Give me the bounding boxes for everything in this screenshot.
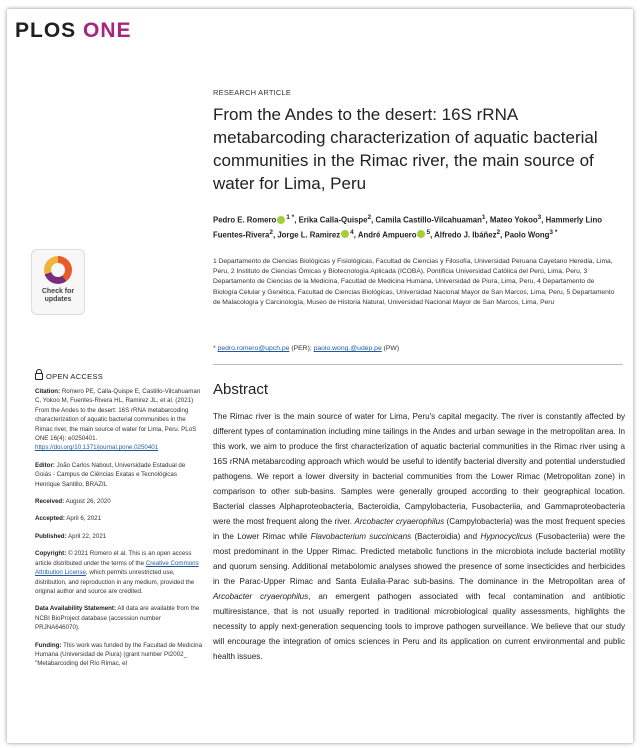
author-name[interactable]: André Ampuero	[357, 230, 417, 240]
citation-label: Citation:	[35, 388, 61, 395]
funding-label: Funding:	[35, 641, 62, 649]
species-name: Arcobacter cryaerophilus	[354, 517, 445, 526]
abstract-part: (Campylobacteria) was the most frequent species in the Lower Rimac while	[213, 517, 625, 541]
open-lock-icon	[35, 373, 43, 380]
check-updates-icon	[44, 256, 72, 284]
data-availability-block	[35, 604, 203, 632]
doi-link[interactable]: https://doi.org/10.1371/journal.pone.0250401	[35, 444, 159, 452]
species-name: Flavobacterium succinicans	[310, 532, 412, 541]
data-availability-text: All data are available from the NCBI BioProject database (accession number PRJNA646070).	[35, 605, 200, 632]
author-name[interactable]: Erika Calla-Quispe	[298, 215, 368, 225]
article-page	[7, 9, 633, 743]
open-access-text: OPEN ACCESS	[46, 372, 104, 381]
abstract-part: , an emergent pathogen associated with fecal contamination and antibiotic multiresistance, that is not usually reported in traditional microbiological quality assessments, highlights the necessity to apply next-generation sequencing tools to improve pathogen surveillance. We believe that our study will encourage the integration of omics sciences in Peru and its application on current environmental and public health issues.	[213, 592, 625, 661]
article-type: RESEARCH ARTICLE	[213, 88, 292, 97]
funding-text: This work was funded by the Facultad de Medicina Humana (Universidad de Piura) (grant number PI2002_ "Metabarcoding del Río Rimac, el	[35, 641, 203, 668]
journal-name-plos: PLOS	[15, 19, 77, 42]
orcid-icon[interactable]	[341, 230, 349, 238]
editor-block	[35, 461, 203, 489]
author-name[interactable]: Paolo Wong	[504, 230, 550, 240]
journal-logo[interactable]	[15, 19, 132, 43]
email2-tag: (PW)	[381, 345, 400, 352]
author-affil-sup: 2	[269, 228, 273, 236]
email-prefix: *	[213, 345, 218, 352]
author-affil-sup: 5	[426, 228, 431, 236]
species-name: Hypnocyclicus	[480, 532, 533, 541]
author-name[interactable]: Alfredo J. Ibáñez	[434, 230, 497, 240]
author-name[interactable]: Jorge L. Ramirez	[277, 230, 341, 240]
copyright-label: Copyright:	[35, 550, 67, 558]
abstract-part: The Rimac river is the main source of water for Lima, Peru's capital megacity. The river is constantly affected by different types of contamination including mine tailings in the Andes and urban sewage in the metropolitan area. In this work, we aim to produce the first characterization of aquatic bacterial communities in the Rimac river using a 16S rRNA metabarcoding approach which would be useful to identify bacterial diversity and potential understudied pathogens. We report a lower diversity in bacterial communities from the Lower Rimac (Metropolitan zone) in comparison to other sub-basins. Samples were generally grouped according to their geographical location. Bacterial classes Alphaproteobacteria, Bacteroidia, Campylobacteria, Fusobacteriia, and Gammaproteobacteria were the most frequent along the river.	[213, 412, 625, 526]
author-name[interactable]: Camila Castillo-Vilcahuaman	[375, 215, 482, 225]
orcid-icon[interactable]	[277, 216, 285, 224]
abstract-heading: Abstract	[213, 381, 269, 398]
copyright-text: , which permits unrestricted use, distribution, and reproduction in any medium, provided the original author and source are credited.	[35, 569, 195, 595]
editor-label: Editor:	[35, 461, 55, 469]
copyright-text: © 2021 Romero et al. This is an open access article distributed under the terms of the	[35, 550, 192, 567]
editor-text: João Carlos Nabout, Universidade Estadual de Goiás - Campus de Ciências Exatas e Tecnológicas Henrique Santillo, BRAZIL	[35, 461, 186, 488]
abstract-part: (Bacteroidia) and	[411, 532, 481, 541]
sidebar-metadata	[35, 387, 203, 677]
badge-line: Check for	[41, 288, 75, 295]
accepted-block	[35, 514, 203, 523]
citation-block	[35, 387, 203, 453]
check-for-updates-badge[interactable]	[31, 249, 85, 315]
author-affil-sup: 2	[496, 228, 501, 236]
article-title: From the Andes to the desert: 16S rRNA metabarcoding characterization of aquatic bacterial communities in the Rimac river, the main source of water for Lima, Peru	[213, 105, 598, 193]
abstract-part: (Fusobacteriia) were the most predominant in the Upper Rimac. Predicted metabolic functions in the microbiota include bacterial motility and quorum sensing. Additional metabolomic analyses showed the presence of some insecticides and herbicides in the Parac-Upper Rimac and Santa Eulalia-Parac sub-basins. The dominance in the Metropolitan area of	[213, 532, 625, 586]
badge-line: updates	[44, 296, 72, 303]
email-link-romero[interactable]: pedro.romero@upch.pe	[217, 345, 290, 352]
author-affil-sup: 1 *	[286, 214, 295, 221]
check-updates-label	[32, 288, 84, 304]
published-text: April 22, 2021	[66, 532, 107, 540]
email1-tag: (PER);	[289, 345, 314, 352]
author-list: Pedro E. Romero $^{1 *}$, Erika Calla-Quispe$^2$, Camila Castillo-Vilcahuaman$^1$, Mateo Yokoo$^3$, Hammerly Lino Fuentes-Rivera$^2$, Jorge L. Ramirez $^4$, André Ampuero $^5$, Alfredo J. Ibáñez$^2$, Paolo Wong$^{3 *}$	[213, 214, 602, 240]
received-text: August 26, 2020	[64, 498, 111, 506]
divider	[213, 364, 623, 365]
license-link[interactable]: Creative Commons Attribution License	[35, 559, 199, 577]
corresponding-emails	[213, 345, 618, 352]
author-name[interactable]: Mateo Yokoo	[489, 215, 538, 225]
accepted-label: Accepted:	[35, 515, 65, 523]
affiliations: 1 Departamento de Ciencias Biológicas y Fisiológicas, Facultad de Ciencias y Filosofía, Universidad Peruana Cayetano Heredia, Lima, Peru, 2 Instituto de Ciencias Ómicas y Biotecnología Aplicada (ICOBA), Pontificia Universidad Católica del Perú, Lima, Peru, 3 Departamento de Ciencias de la Medicina, Facultad de Medicina Humana, Universidad de Piura, Lima, Peru, 4 Departamento de Biología Celular y Genética, Facultad de Ciencias Biológicas, Universidad Nacional Mayor de San Marcos, Lima, Peru, 5 Departamento de Malacología y Carcinología, Museo de Historia Natural, Universidad Nacional Mayor de San Marcos, Lima, Peru	[213, 258, 615, 306]
copyright-block	[35, 549, 203, 596]
received-label: Received:	[35, 498, 65, 506]
data-availability-label: Data Availability Statement:	[35, 605, 117, 613]
citation-text: Romero PE, Calla-Quispe E, Castillo-Vilcahuaman C, Yokoo M, Fuentes-Rivera HL, Ramirez JL, et al. (2021) From the Andes to the desert: 16S rRNA metabarcoding characterization of aquatic bacterial communities in the Rimac river, the main source of water for Lima, Peru. PLoS ONE 16(4): e0250401.	[35, 388, 201, 443]
species-name: Arcobacter cryaerophilus	[213, 592, 309, 601]
journal-name-one: ONE	[83, 19, 132, 42]
received-block	[35, 497, 203, 506]
author-affil-sup: 4	[350, 228, 354, 236]
email-link-wong[interactable]: paolo.wong.@udep.pe	[313, 345, 382, 352]
accepted-text: April 6, 2021	[64, 515, 102, 523]
open-access-label	[35, 372, 103, 381]
published-block	[35, 532, 203, 541]
author-affil-sup: 3	[537, 214, 542, 221]
abstract-text	[213, 409, 625, 664]
author-affil-sup: 3 *	[549, 228, 558, 236]
funding-block	[35, 641, 203, 669]
author-affil-sup: 1	[481, 214, 486, 221]
author-affil-sup: 2	[367, 214, 372, 221]
published-label: Published:	[35, 532, 67, 540]
orcid-icon[interactable]	[417, 230, 425, 238]
author-name[interactable]: Hammerly Lino Fuentes-Rivera	[213, 215, 602, 240]
author-name[interactable]: Pedro E. Romero	[213, 215, 277, 225]
